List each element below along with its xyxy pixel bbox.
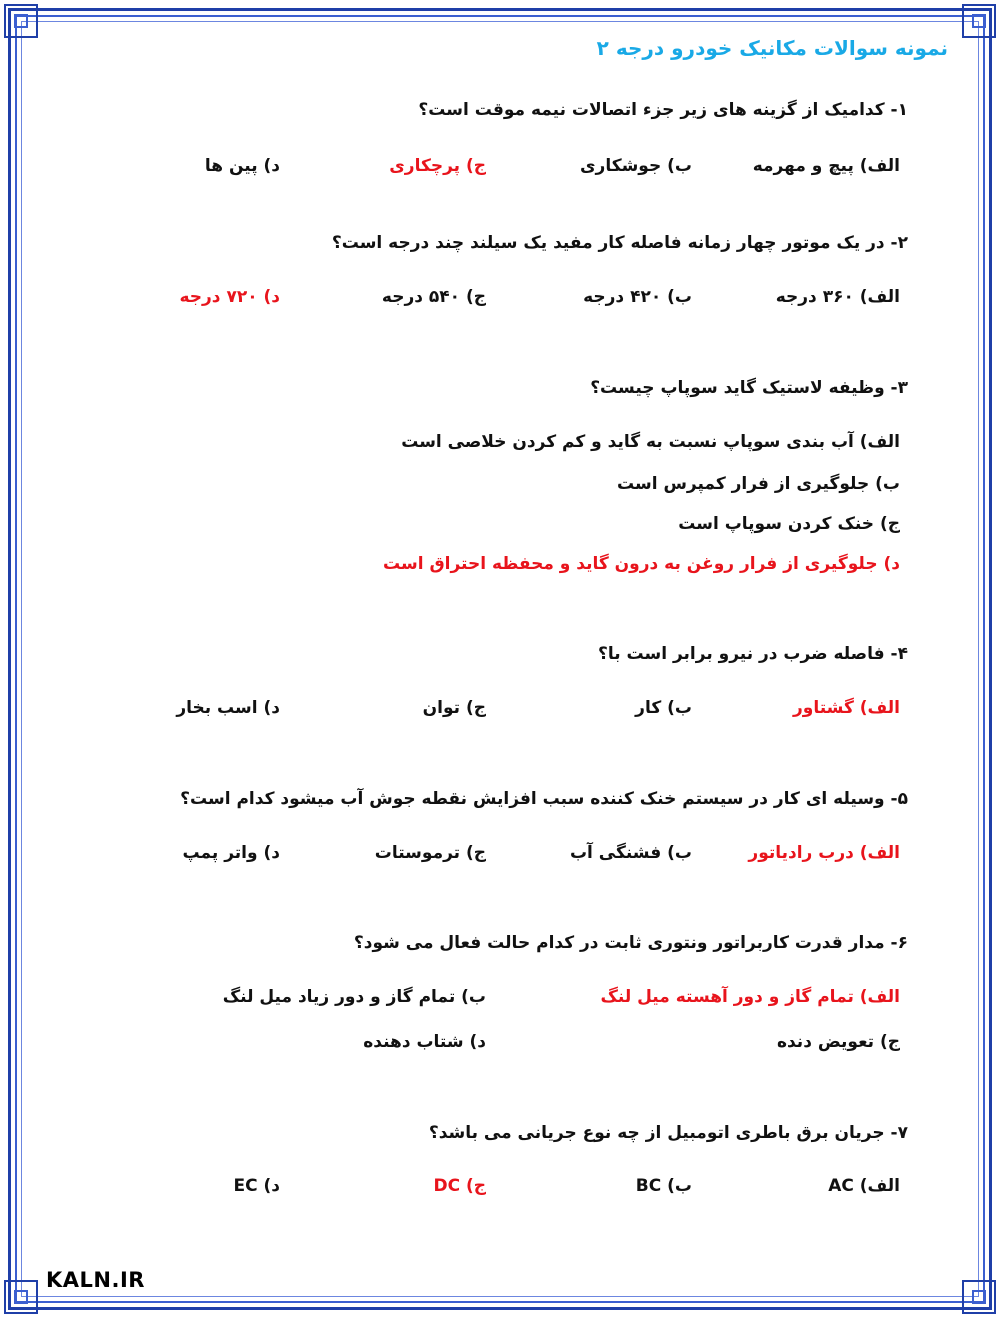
question-4-option-b: ب) کار	[635, 698, 692, 718]
question-3-option-b: ب) جلوگیری از فرار کمپرس است	[616, 474, 900, 494]
corner-ornament-bottom-left	[4, 1280, 38, 1314]
corner-ornament-top-right	[962, 4, 996, 38]
question-2-option-a: الف) ۳۶۰ درجه	[775, 287, 900, 307]
question-2-option-d-answer: د) ۷۲۰ درجه	[179, 287, 280, 307]
question-7-option-a: الف) AC	[828, 1176, 900, 1196]
question-1-option-a: الف) پیچ و مهرمه	[752, 156, 900, 176]
question-3-text: ۳- وظیفه لاستیک گاید سوپاپ چیست؟	[590, 378, 908, 398]
question-4-option-c: ج) توان	[422, 698, 486, 718]
question-7-option-b: ب) BC	[635, 1176, 692, 1196]
corner-ornament-top-left	[4, 4, 38, 38]
question-2-option-c: ج) ۵۴۰ درجه	[381, 287, 486, 307]
page-title: نمونه سوالات مکانیک خودرو درجه ۲	[596, 36, 948, 60]
question-6-option-a-answer: الف) تمام گاز و دور آهسته میل لنگ	[600, 987, 900, 1007]
question-1-text: ۱- کدامیک از گزینه های زیر جزء اتصالات نیمه موقت است؟	[418, 100, 908, 120]
question-4-option-d: د) اسب بخار	[176, 698, 280, 718]
question-6-text: ۶- مدار قدرت کاربراتور ونتوری ثابت در کدام حالت فعال می شود؟	[353, 933, 908, 953]
question-6-option-c: ج) تعویض دنده	[776, 1032, 900, 1052]
question-4-option-a-answer: الف) گشتاور	[792, 698, 900, 718]
question-7-option-d: د) EC	[233, 1176, 280, 1196]
question-5-option-b: ب) فشنگی آب	[569, 843, 692, 863]
question-6-option-d: د) شتاب دهنده	[363, 1032, 486, 1052]
question-4-text: ۴- فاصله ضرب در نیرو برابر است با؟	[597, 644, 908, 664]
question-3-option-c: ج) خنک کردن سوپاپ است	[678, 514, 900, 534]
question-5-option-c: ج) ترموستات	[374, 843, 486, 863]
question-1-option-c-answer: ج) پرچکاری	[389, 156, 486, 176]
question-1-option-d: د) پین ها	[204, 156, 280, 176]
question-3-option-d-answer: د) جلوگیری از فرار روغن به درون گاید و محفظه احتراق است	[383, 554, 900, 574]
question-7-text: ۷- جریان برق باطری اتومبیل از چه نوع جریانی می باشد؟	[428, 1123, 908, 1143]
corner-ornament-bottom-right	[962, 1280, 996, 1314]
question-5-option-d: د) واتر پمپ	[182, 843, 280, 863]
question-5-option-a-answer: الف) درب رادیاتور	[748, 843, 900, 863]
question-5-text: ۵- وسیله ای کار در سیستم خنک کننده سبب افزایش نقطه جوش آب میشود کدام است؟	[180, 789, 908, 809]
site-watermark: KALN.IR	[46, 1268, 145, 1292]
question-3-option-a: الف) آب بندی سوپاپ نسبت به گاید و کم کردن خلاصی است	[401, 432, 900, 452]
question-7-option-c-answer: ج) DC	[433, 1176, 486, 1196]
question-2-text: ۲- در یک موتور چهار زمانه فاصله کار مفید یک سیلند چند درجه است؟	[331, 233, 908, 253]
question-6-option-b: ب) تمام گاز و دور زیاد میل لنگ	[222, 987, 486, 1007]
question-1-option-b: ب) جوشکاری	[579, 156, 692, 176]
question-2-option-b: ب) ۴۲۰ درجه	[583, 287, 692, 307]
